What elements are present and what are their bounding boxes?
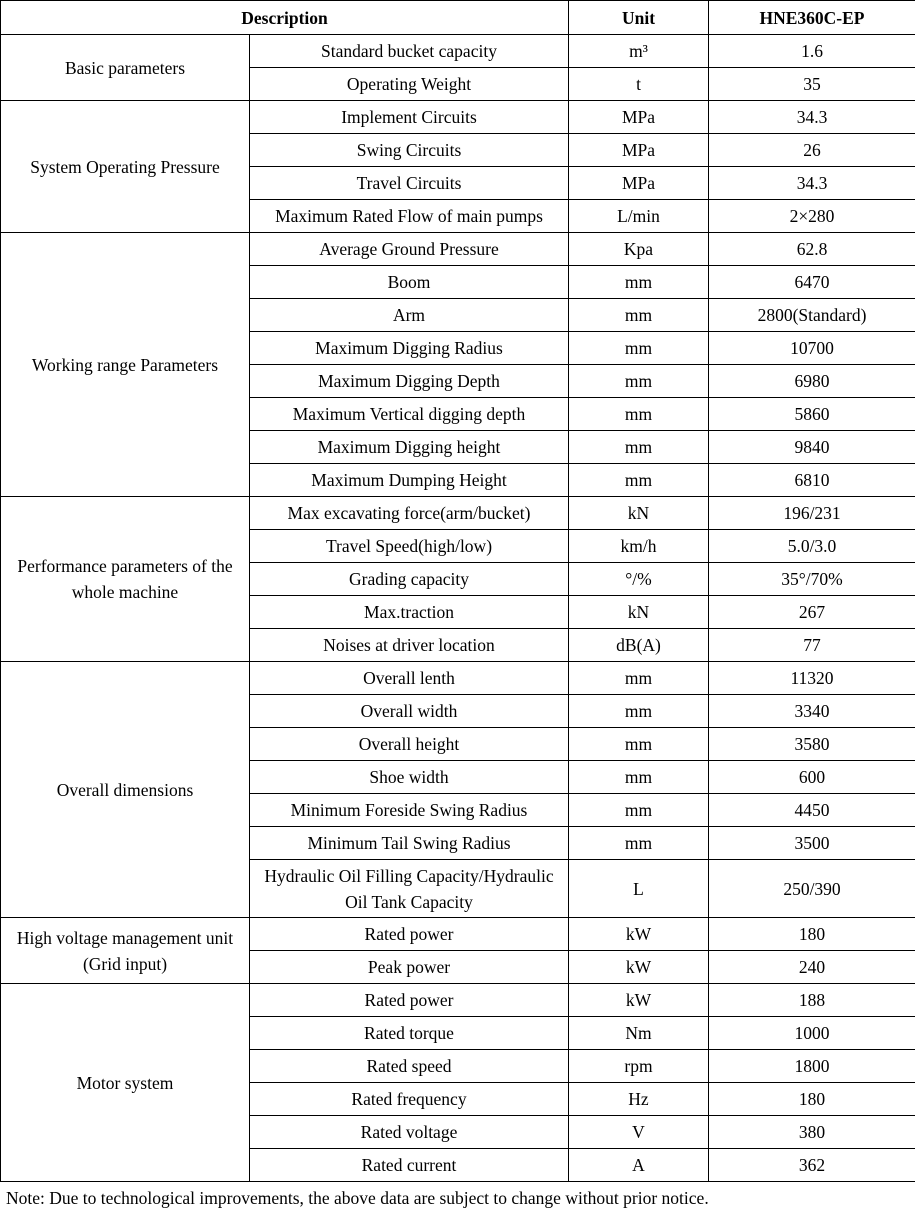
parameter-unit: V [569, 1116, 709, 1149]
parameter-value: 600 [709, 761, 915, 794]
parameter-value: 6810 [709, 464, 915, 497]
header-row [1, 1, 915, 35]
parameter-name: Arm [250, 299, 569, 332]
parameter-name: Maximum Digging Radius [250, 332, 569, 365]
table-row [1, 662, 915, 695]
parameter-value: 362 [709, 1149, 915, 1182]
parameter-name: Rated voltage [250, 1116, 569, 1149]
parameter-unit: kN [569, 596, 709, 629]
parameter-name: Rated speed [250, 1050, 569, 1083]
parameter-unit: mm [569, 464, 709, 497]
parameter-value: 34.3 [709, 167, 915, 200]
parameter-name: Maximum Digging height [250, 431, 569, 464]
parameter-unit: mm [569, 398, 709, 431]
parameter-value: 3500 [709, 827, 915, 860]
parameter-unit: kN [569, 497, 709, 530]
parameter-unit: Nm [569, 1017, 709, 1050]
parameter-unit: Hz [569, 1083, 709, 1116]
parameter-name: Grading capacity [250, 563, 569, 596]
group-label: Motor system [1, 984, 250, 1182]
table-row [1, 984, 915, 1017]
parameter-name: Implement Circuits [250, 101, 569, 134]
note-row [1, 1182, 915, 1214]
parameter-unit: mm [569, 332, 709, 365]
parameter-value: 3340 [709, 695, 915, 728]
header-description: Description [1, 1, 569, 35]
parameter-name: Max.traction [250, 596, 569, 629]
group-label: Working range Parameters [1, 233, 250, 497]
parameter-value: 1.6 [709, 35, 915, 68]
parameter-value: 5.0/3.0 [709, 530, 915, 563]
parameter-name: Travel Circuits [250, 167, 569, 200]
parameter-name: Rated current [250, 1149, 569, 1182]
parameter-name: Swing Circuits [250, 134, 569, 167]
parameter-name: Maximum Rated Flow of main pumps [250, 200, 569, 233]
parameter-name: Overall height [250, 728, 569, 761]
footnote: Note: Due to technological improvements, the above data are subject to change without prior notice. [1, 1182, 915, 1214]
parameter-name: Operating Weight [250, 68, 569, 101]
header-unit: Unit [569, 1, 709, 35]
parameter-value: 4450 [709, 794, 915, 827]
parameter-value: 188 [709, 984, 915, 1017]
parameter-name: Rated power [250, 984, 569, 1017]
parameter-value: 35 [709, 68, 915, 101]
parameter-unit: kW [569, 984, 709, 1017]
parameter-value: 34.3 [709, 101, 915, 134]
parameter-unit: km/h [569, 530, 709, 563]
table-row [1, 233, 915, 266]
parameter-unit: mm [569, 827, 709, 860]
parameter-name: Max excavating force(arm/bucket) [250, 497, 569, 530]
parameter-name: Rated power [250, 918, 569, 951]
parameter-value: 35°/70% [709, 563, 915, 596]
parameter-value: 1000 [709, 1017, 915, 1050]
parameter-unit: rpm [569, 1050, 709, 1083]
parameter-value: 180 [709, 1083, 915, 1116]
parameter-unit: A [569, 1149, 709, 1182]
parameter-unit: t [569, 68, 709, 101]
parameter-unit: mm [569, 365, 709, 398]
parameter-name: Noises at driver location [250, 629, 569, 662]
parameter-unit: kW [569, 951, 709, 984]
table-row [1, 35, 915, 68]
parameter-value: 6980 [709, 365, 915, 398]
header-model: HNE360C-EP [709, 1, 915, 35]
parameter-unit: mm [569, 695, 709, 728]
parameter-value: 9840 [709, 431, 915, 464]
parameter-name: Shoe width [250, 761, 569, 794]
group-label: System Operating Pressure [1, 101, 250, 233]
parameter-unit: mm [569, 794, 709, 827]
parameter-value: 5860 [709, 398, 915, 431]
parameter-value: 3580 [709, 728, 915, 761]
spec-body [1, 35, 915, 1182]
parameter-value: 62.8 [709, 233, 915, 266]
parameter-unit: dB(A) [569, 629, 709, 662]
parameter-unit: MPa [569, 167, 709, 200]
parameter-value: 10700 [709, 332, 915, 365]
parameter-name: Average Ground Pressure [250, 233, 569, 266]
parameter-name: Maximum Digging Depth [250, 365, 569, 398]
parameter-unit: kW [569, 918, 709, 951]
parameter-unit: L [569, 860, 709, 918]
parameter-unit: m³ [569, 35, 709, 68]
parameter-value: 267 [709, 596, 915, 629]
parameter-unit: mm [569, 662, 709, 695]
parameter-name: Maximum Dumping Height [250, 464, 569, 497]
group-label: Overall dimensions [1, 662, 250, 918]
group-label: Performance parameters of the whole machine [1, 497, 250, 662]
parameter-value: 26 [709, 134, 915, 167]
group-label: Basic parameters [1, 35, 250, 101]
parameter-unit: Kpa [569, 233, 709, 266]
parameter-name: Boom [250, 266, 569, 299]
parameter-value: 380 [709, 1116, 915, 1149]
parameter-name: Overall lenth [250, 662, 569, 695]
parameter-unit: mm [569, 431, 709, 464]
parameter-value: 11320 [709, 662, 915, 695]
parameter-name: Hydraulic Oil Filling Capacity/Hydraulic Oil Tank Capacity [250, 860, 569, 918]
parameter-name: Rated frequency [250, 1083, 569, 1116]
table-row [1, 918, 915, 951]
parameter-value: 1800 [709, 1050, 915, 1083]
parameter-value: 2800(Standard) [709, 299, 915, 332]
parameter-unit: °/% [569, 563, 709, 596]
parameter-value: 240 [709, 951, 915, 984]
parameter-unit: MPa [569, 101, 709, 134]
table-row [1, 497, 915, 530]
parameter-value: 77 [709, 629, 915, 662]
parameter-name: Travel Speed(high/low) [250, 530, 569, 563]
group-label: High voltage management unit (Grid input) [1, 918, 250, 984]
table-row [1, 101, 915, 134]
parameter-unit: MPa [569, 134, 709, 167]
parameter-unit: mm [569, 728, 709, 761]
parameter-value: 180 [709, 918, 915, 951]
parameter-unit: L/min [569, 200, 709, 233]
parameter-name: Rated torque [250, 1017, 569, 1050]
parameter-unit: mm [569, 761, 709, 794]
parameter-name: Peak power [250, 951, 569, 984]
parameter-unit: mm [569, 266, 709, 299]
parameter-name: Overall width [250, 695, 569, 728]
parameter-value: 250/390 [709, 860, 915, 918]
parameter-name: Minimum Foreside Swing Radius [250, 794, 569, 827]
parameter-value: 6470 [709, 266, 915, 299]
parameter-name: Maximum Vertical digging depth [250, 398, 569, 431]
parameter-value: 2×280 [709, 200, 915, 233]
parameter-unit: mm [569, 299, 709, 332]
parameter-name: Standard bucket capacity [250, 35, 569, 68]
parameter-value: 196/231 [709, 497, 915, 530]
parameter-name: Minimum Tail Swing Radius [250, 827, 569, 860]
